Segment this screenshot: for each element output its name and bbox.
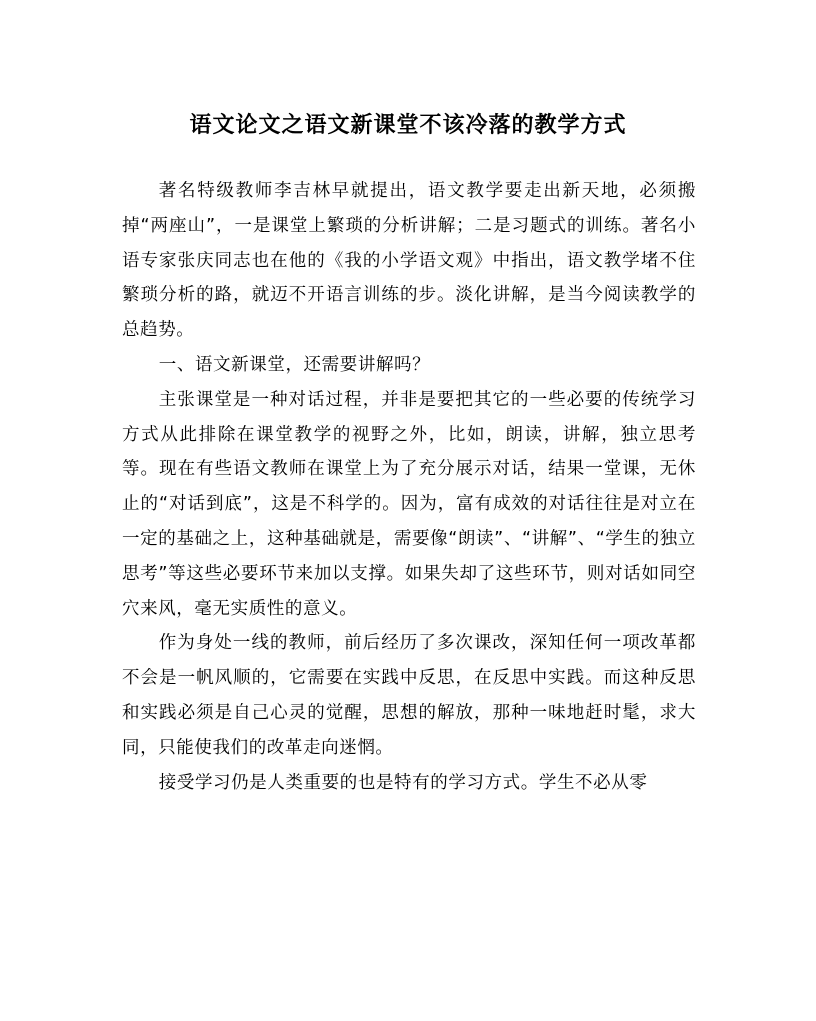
document-body: [122, 174, 696, 800]
paragraph-reform: 作为身处一线的教师，前后经历了多次课改，深知任何一项改革都不会是一帆风顺的，它需要在实践中反思，在反思中实践。而这种反思和实践必须是自己心灵的觉醒，思想的解放，那种一味地赶时髦，求大同，只能使我们的改革走向迷惘。: [122, 633, 696, 758]
document-title: 语文论文之语文新课堂不该冷落的教学方式: [189, 112, 627, 138]
paragraph-receptive-learning: 接受学习仍是人类重要的也是特有的学习方式。学生不必从零: [158, 772, 648, 793]
section-heading: 一、语文新课堂，还需要讲解吗？: [158, 354, 431, 375]
paragraph-dialogue: 主张课堂是一种对话过程，并非是要把其它的一些必要的传统学习方式从此排除在课堂教学的视野之外，比如，朗读，讲解，独立思考等。现在有些语文教师在课堂上为了充分展示对话，结果一堂课，无休止的“对话到底”，这是不科学的。因为，富有成效的对话往往是对立在一定的基础之上，这种基础就是，需要像“朗读”、“讲解”、“学生的独立思考”等这些必要环节来加以支撑。如果失却了这些环节，则对话如同空穴来风，毫无实质性的意义。: [122, 389, 696, 619]
paragraph-intro: 著名特级教师李吉林早就提出，语文教学要走出新天地，必须搬掉“两座山”，一是课堂上繁琐的分析讲解；二是习题式的训练。著名小语专家张庆同志也在他的《我的小学语文观》中指出，语文教学堵不住繁琐分析的路，就迈不开语言训练的步。淡化讲解，是当今阅读教学的总趋势。: [122, 181, 696, 341]
